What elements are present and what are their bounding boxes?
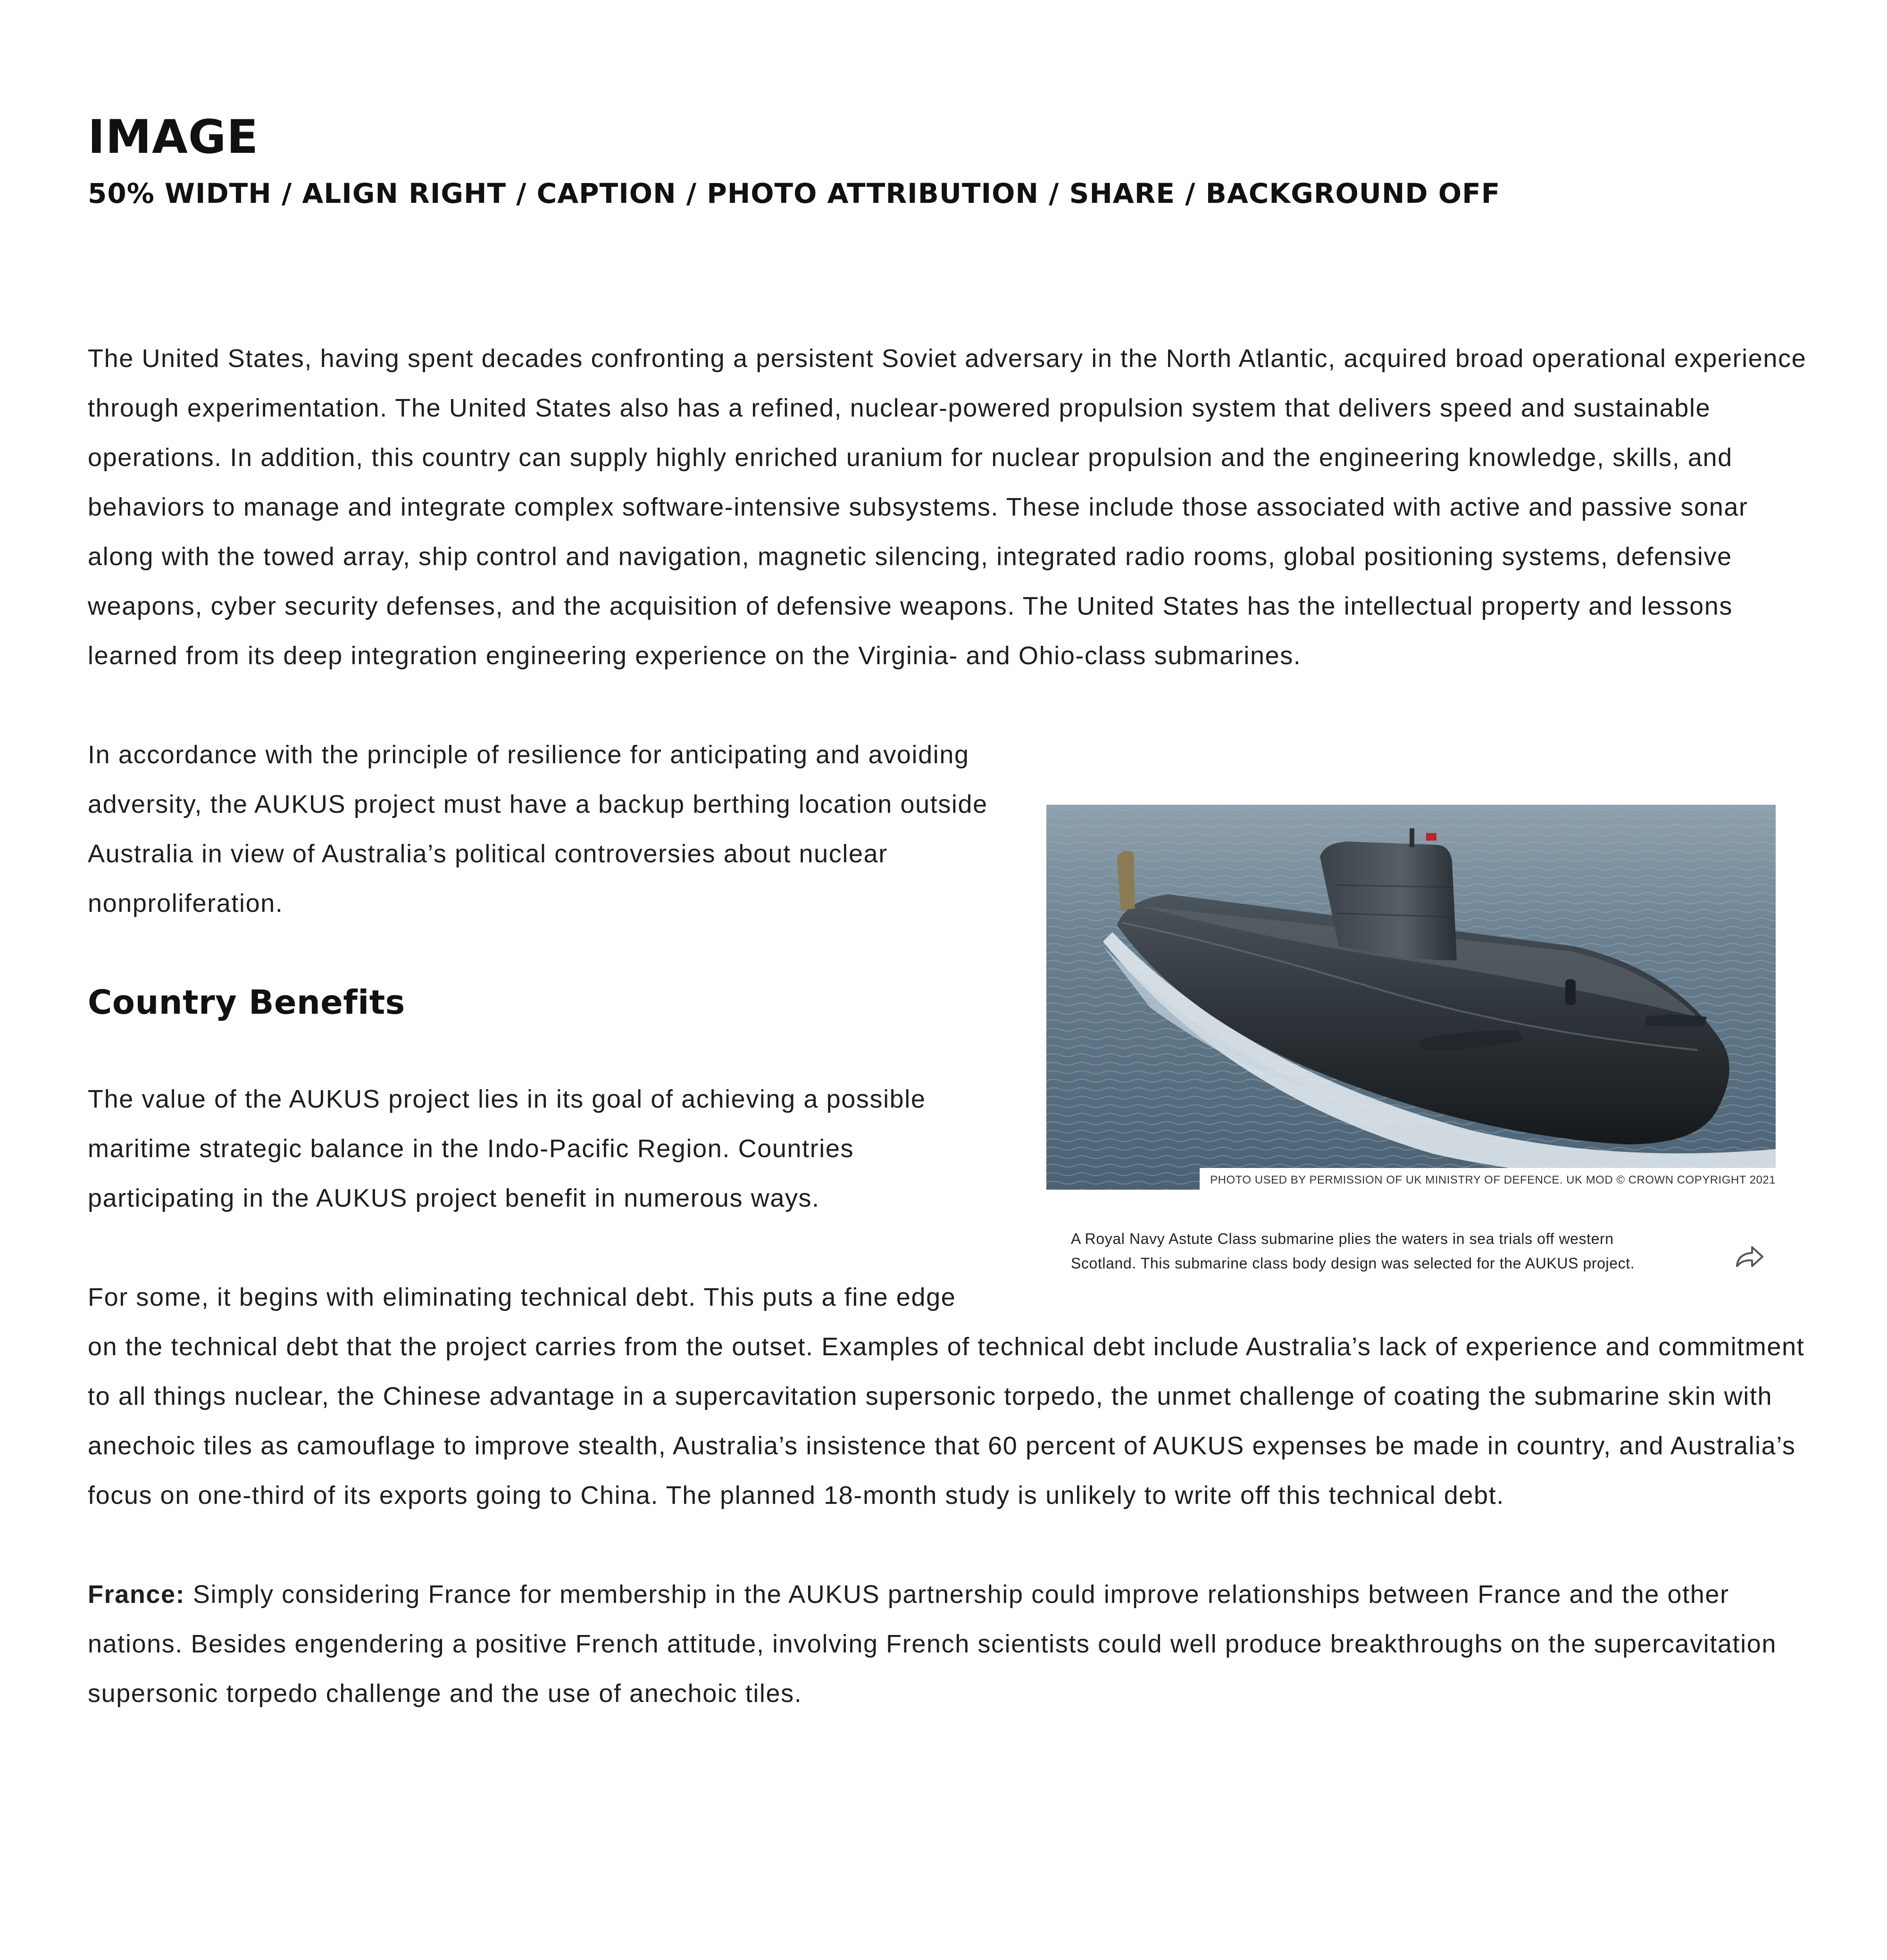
value-paragraph: The value of the AUKUS project lies in its goal of achieving a possible maritime strategic balance in the Indo-Pacific Region. Countries participating in the AUKUS project benefit in numerous ways. bbox=[88, 1085, 926, 1212]
technical-debt-paragraph: For some, it begins with eliminating technical debt. This puts a fine edge on the technical debt that the project carries from the outset. Examples of technical debt include Australia’s lack of experience and commitment to all things nuclear, the Chinese advantage in a supercavitation supersonic torpedo, the unmet challenge of coating the submarine skin with anechoic tiles as camouflage to improve stealth, Australia’s insistence that 60 percent of AUKUS expenses be made in country, and Australia’s focus on one-third of its exports going to China. The planned 18-month study is unlikely to write off this technical debt. bbox=[88, 1283, 1805, 1510]
submarine-image bbox=[1046, 805, 1776, 1190]
share-button[interactable] bbox=[1733, 1243, 1765, 1271]
photo-credit: PHOTO USED BY PERMISSION OF UK MINISTRY OF DEFENCE. UK MOD © CROWN COPYRIGHT 2021 bbox=[1200, 1168, 1776, 1190]
block-title: IMAGE bbox=[88, 110, 259, 164]
share-arrow-icon bbox=[1733, 1243, 1765, 1271]
article-flow bbox=[88, 730, 1814, 1768]
submarine-photo bbox=[1046, 805, 1776, 1190]
intro-paragraph: The United States, having spent decades confronting a persistent Soviet adversary in the North Atlantic, acquired broad operational experience through experimentation. The United States also has a refined, nuclear-powered propulsion system that delivers speed and sustainable operations. In addition, this country can supply highly enriched uranium for nuclear propulsion and the engineering knowledge, skills, and behaviors to manage and integrate complex software-intensive subsystems. These include those associated with active and passive sonar along with the towed array, ship control and navigation, magnetic silencing, integrated radio rooms, global positioning systems, defensive weapons, cyber security defenses, and the acquisition of defensive weapons. The United States has the intellectual property and lessons learned from its deep integration engineering experience on the Virginia- and Ohio-class submarines. bbox=[88, 344, 1807, 670]
france-paragraph bbox=[88, 1570, 1814, 1718]
submarine-figure bbox=[1046, 805, 1776, 1302]
france-label: France: bbox=[88, 1580, 185, 1609]
caption-row bbox=[1046, 1226, 1776, 1302]
figure-caption: A Royal Navy Astute Class submarine plies the waters in sea trials off western Scotland. This submarine class body design was selected for the AUKUS project. bbox=[1071, 1230, 1635, 1272]
section-heading: Country Benefits bbox=[88, 983, 405, 1022]
block-subtitle: 50% WIDTH / ALIGN RIGHT / CAPTION / PHOTO ATTRIBUTION / SHARE / BACKGROUND OFF bbox=[88, 177, 1501, 209]
france-text: Simply considering France for membership in the AUKUS partnership could improve relationships between France and the other nations. Besides engendering a positive French attitude, involving French scientists could well produce breakthroughs on the supercavitation supersonic torpedo challenge and the use of anechoic tiles. bbox=[88, 1580, 1777, 1708]
resilience-paragraph: In accordance with the principle of resilience for anticipating and avoiding adversity, the AUKUS project must have a backup berthing location outside Australia in view of Australia’s political controversies about nuclear nonproliferation. bbox=[88, 741, 988, 917]
